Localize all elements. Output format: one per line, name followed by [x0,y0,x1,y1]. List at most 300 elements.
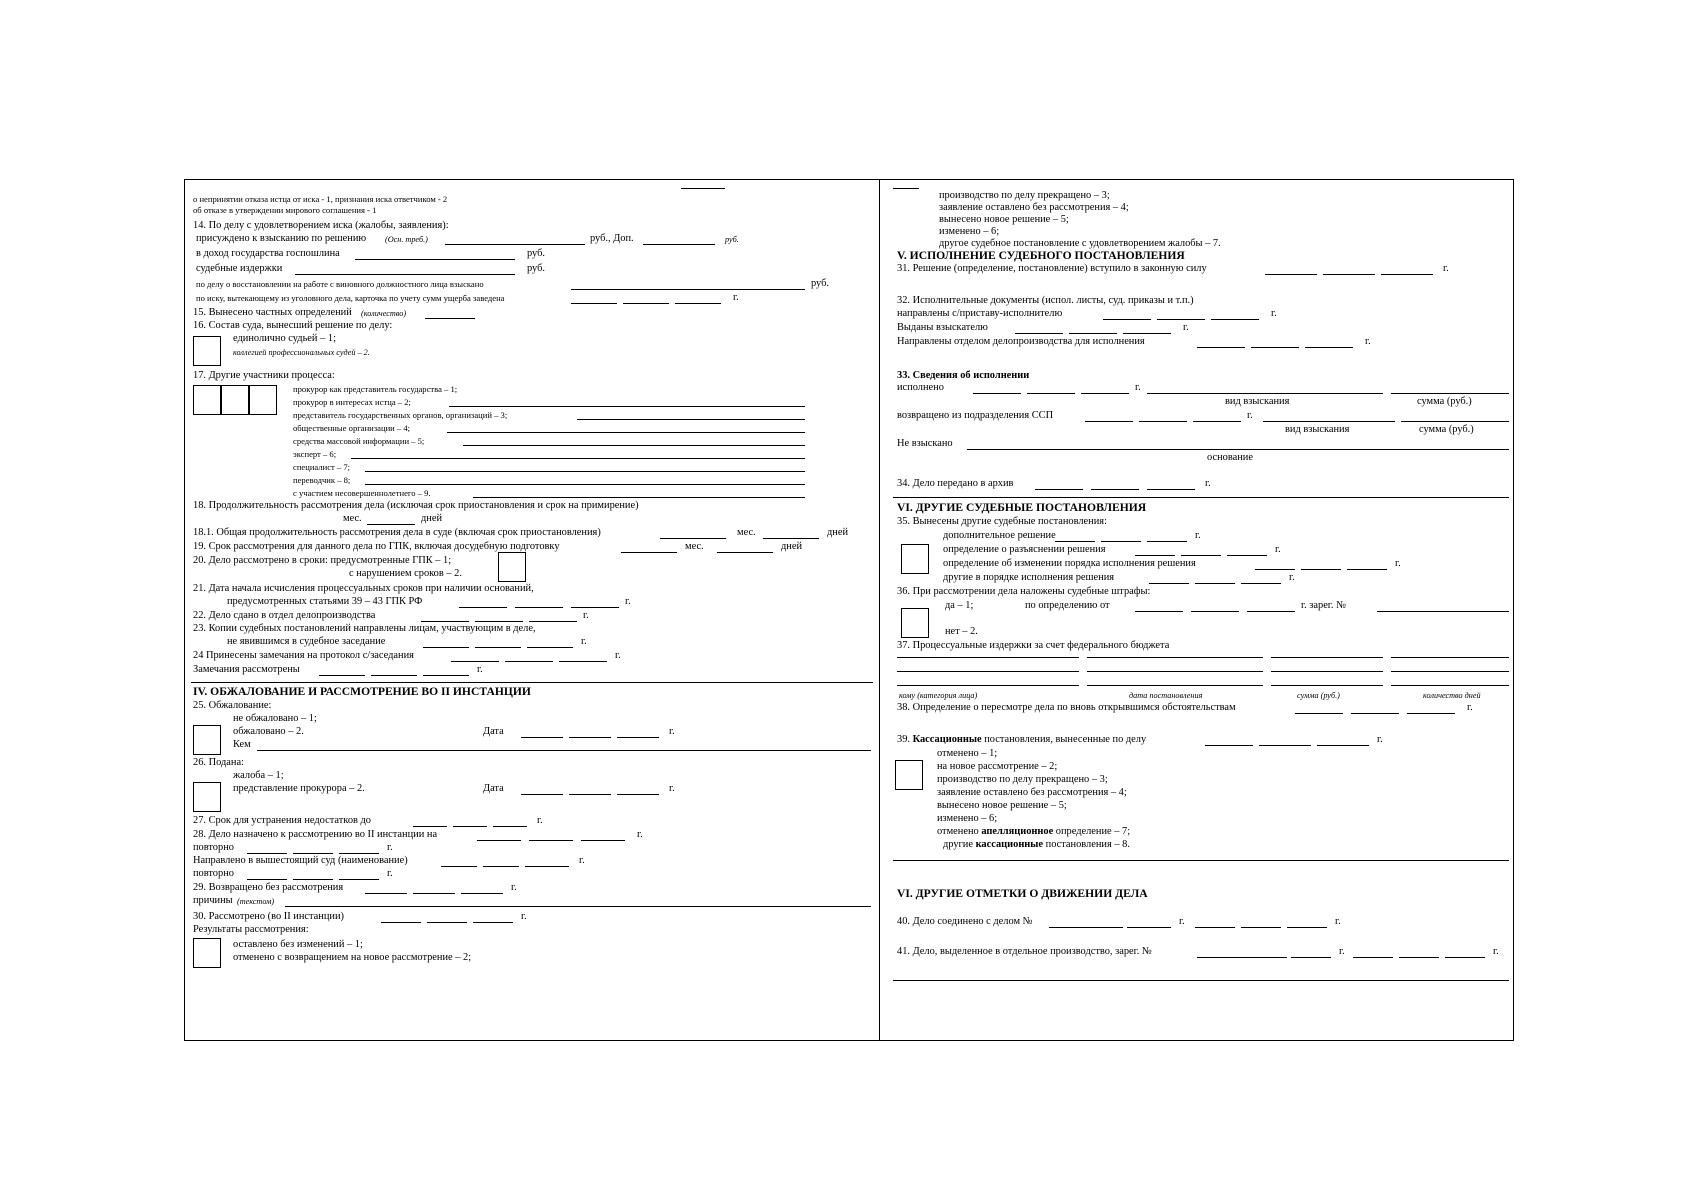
item-21: 21. Дата начала исчисления процессуальных сроков при наличии оснований, [193,583,534,594]
input-line[interactable] [1271,671,1383,672]
date-year-line[interactable] [559,661,607,662]
label: г. [615,650,621,661]
item-35: 35. Вынесены другие судебные постановления: [897,516,1107,527]
date-month-line[interactable] [529,840,573,841]
item-32: 32. Исполнительные документы (испол. листы, суд. приказы и т.п.) [897,295,1194,306]
label: г. [733,292,739,303]
label: сумма (руб.) [1419,424,1474,435]
date-month-line[interactable] [1259,745,1311,746]
item-28: 28. Дело назначено к рассмотрению во II инстанции на [193,829,438,840]
label: обжаловано – 2. [233,726,304,737]
label: г. [1289,572,1295,583]
label: исполнено [897,382,944,393]
label: оставлено без изменений – 1; [233,939,363,950]
label: г. [387,868,393,879]
label: направлены с/приставу-исполнителю [897,308,1063,319]
item-39: 39. Кассационные постановления, вынесенные по делу [897,734,1147,745]
date-year-line[interactable] [571,607,619,608]
input-line[interactable] [660,538,726,539]
label: Выданы взыскателю [897,322,988,333]
date-day-line[interactable] [1197,347,1245,348]
label: средства массовой информации – 5; [293,436,425,446]
label: отменено апелляционное определение – 7; [937,826,1131,837]
checkbox[interactable] [249,385,277,415]
date-day-line[interactable] [571,303,617,304]
item-30: 30. Рассмотрено (во II инстанции) [193,911,344,922]
input-line[interactable] [473,497,805,498]
label: отменено с возвращением на новое рассмотрение – 2; [233,952,472,963]
date-day-line[interactable] [1353,957,1393,958]
date-year-line[interactable] [339,853,379,854]
checkbox[interactable] [193,782,221,812]
item-26: 26. Подана: [193,757,244,768]
date-year-line[interactable] [1247,611,1295,612]
date-year-line[interactable] [423,675,469,676]
label: г. [1335,916,1341,927]
input-line[interactable] [643,244,715,245]
label: г. [387,842,393,853]
date-day-line[interactable] [1103,319,1151,320]
date-year-line[interactable] [1407,713,1455,714]
label: руб. [725,235,739,244]
date-year-line[interactable] [1317,745,1369,746]
input-line[interactable] [1391,685,1509,686]
text-line: о непринятии отказа истца от иска - 1, признания иска ответчиком - 2 [193,194,448,204]
label: мес. [737,527,756,538]
item-33: 33. Сведения об исполнении [897,370,1030,381]
checkbox[interactable] [193,336,221,366]
date-year-line[interactable] [527,647,573,648]
label: г. [1195,530,1201,541]
input-line[interactable] [763,538,819,539]
date-day-line[interactable] [1035,489,1083,490]
label: г. [1135,382,1141,393]
date-month-line[interactable] [1157,319,1205,320]
label: (количество) [361,309,407,318]
label: другие в порядке исполнения решения [943,572,1115,583]
label: г. [625,596,631,607]
input-line[interactable] [285,906,871,907]
item-23: 23. Копии судебных постановлений направлены лицам, участвующим в деле, [193,623,536,634]
label: повторно [193,868,234,879]
date-day-line[interactable] [441,866,477,867]
date-year-line[interactable] [1211,319,1259,320]
date-day-line[interactable] [1149,583,1189,584]
label: г. [1271,308,1277,319]
date-year-line[interactable] [1305,347,1353,348]
date-year-line[interactable] [1147,489,1195,490]
date-day-line[interactable] [381,922,421,923]
input-line[interactable] [1147,393,1383,394]
label: г. [1205,478,1211,489]
label: руб., Доп. [590,233,634,244]
input-line[interactable] [897,657,1079,658]
input-line[interactable] [1271,685,1383,686]
label: Дата [483,783,504,794]
label: да – 1; [945,600,974,611]
date-day-line[interactable] [1295,713,1343,714]
date-day-line[interactable] [1265,274,1317,275]
column-label: количество дней [1423,691,1481,700]
label: г. [581,636,587,647]
input-line[interactable] [425,318,475,319]
date-year-line[interactable] [339,879,379,880]
date-day-line[interactable] [319,675,365,676]
section-rule [191,682,873,683]
text-line: об отказе в утверждении мирового соглашения - 1 [193,205,377,215]
label: заявление оставлено без рассмотрения – 4; [939,202,1129,213]
date-day-line[interactable] [1255,569,1295,570]
label: изменено – 6; [937,813,998,824]
label: представление прокурора – 2. [233,783,365,794]
date-year-line[interactable] [1147,541,1187,542]
label: с нарушением сроков – 2. [349,568,462,579]
input-line[interactable] [1377,611,1509,612]
label: г. [1493,946,1499,957]
date-month-line[interactable] [427,922,467,923]
checkbox[interactable] [901,608,929,638]
date-year-line[interactable] [675,303,721,304]
date-day-line[interactable] [1135,611,1183,612]
input-line[interactable] [1263,421,1395,422]
label: дней [781,541,803,552]
label: прокурор как представитель государства – 1; [293,384,458,394]
column-label: кому (категория лица) [899,691,978,700]
input-line[interactable] [463,445,805,446]
label: не явившимся в судебное заседание [227,636,386,647]
label: вид взыскания [1225,396,1290,407]
section-title: V. ИСПОЛНЕНИЕ СУДЕБНОГО ПОСТАНОВЛЕНИЯ [897,249,1185,262]
date-year-line[interactable] [1241,583,1281,584]
section-rule [893,860,1509,861]
label: заявление оставлено без рассмотрения – 4; [937,787,1127,798]
checkbox[interactable] [193,725,221,755]
date-month-line[interactable] [1399,957,1439,958]
date-month-line[interactable] [1181,555,1221,556]
label: изменено – 6; [939,226,1000,237]
input-line[interactable] [1127,927,1171,928]
date-month-line[interactable] [1139,421,1187,422]
label: с участием несовершеннолетнего – 9. [293,488,431,498]
label: жалоба – 1; [233,770,284,781]
label: Направлены отделом делопроизводства для исполнения [897,336,1145,347]
input-line[interactable] [1087,657,1263,658]
item-38: 38. Определение о пересмотре дела по вновь открывшимся обстоятельствам [897,702,1236,713]
date-month-line[interactable] [1069,333,1117,334]
date-year-line[interactable] [1227,555,1267,556]
input-line[interactable] [445,244,585,245]
input-line[interactable] [367,524,415,525]
item-16: 16. Состав суда, вынесший решение по делу: [193,320,393,331]
label: г. [1179,916,1185,927]
input-line[interactable] [447,432,805,433]
item-19: 19. Срок рассмотрения для данного дела по ГПК, включая досудебную подготовку [193,541,560,552]
label: Замечания рассмотрены [193,664,300,675]
label: повторно [193,842,234,853]
page-divider [879,180,880,1040]
date-month-line[interactable] [1301,569,1341,570]
input-line[interactable] [365,484,805,485]
label: в доход государства госпошлина [196,248,340,259]
date-day-line[interactable] [413,826,447,827]
section-title: VI. ДРУГИЕ СУДЕБНЫЕ ПОСТАНОВЛЕНИЯ [897,501,1147,514]
item-37: 37. Процессуальные издержки за счет федерального бюджета [897,640,1170,651]
label: г. [521,911,527,922]
label: г. [583,610,589,621]
input-line[interactable] [621,552,677,553]
checkbox[interactable] [901,544,929,574]
date-day-line[interactable] [247,853,287,854]
date-month-line[interactable] [1251,347,1299,348]
input-line[interactable] [1049,927,1123,928]
label: Дата [483,726,504,737]
label: руб. [811,278,830,289]
item-36: 36. При рассмотрении дела наложены судебные штрафы: [897,586,1151,597]
section-title: VI. ДРУГИЕ ОТМЕТКИ О ДВИЖЕНИИ ДЕЛА [897,887,1148,900]
label: дней [827,527,849,538]
checkbox[interactable] [193,385,221,415]
label: руб. [527,263,546,274]
item-40: 40. Дело соединено с делом № [897,916,1033,927]
date-year-line[interactable] [461,893,503,894]
date-year-line[interactable] [1381,274,1433,275]
date-month-line[interactable] [453,826,487,827]
label: судебные издержки [196,263,283,274]
date-day-line[interactable] [247,879,287,880]
date-day-line[interactable] [423,647,469,648]
item-27: 27. Срок для устранения недостатков до [193,815,371,826]
date-year-line[interactable] [525,866,569,867]
date-year-line[interactable] [1081,393,1129,394]
label: производство по делу прекращено – 3; [939,190,1110,201]
label: основание [1207,452,1253,463]
date-day-line[interactable] [1085,421,1133,422]
label: сумма (руб.) [1417,396,1472,407]
label: мес. [343,513,362,524]
label: по определению от [1025,600,1110,611]
label: представитель государственных органов, организаций – 3; [293,410,508,420]
date-month-line[interactable] [1351,713,1399,714]
date-year-line[interactable] [1287,927,1327,928]
input-line[interactable] [1291,957,1331,958]
date-year-line[interactable] [1193,421,1241,422]
label: определение о разъяснении решения [943,544,1106,555]
date-month-line[interactable] [1091,489,1139,490]
input-line[interactable] [1391,657,1509,658]
date-day-line[interactable] [521,737,563,738]
label: по иску, вытекающему из уголовного дела, карточка по учету сумм ущерба заведена [196,293,505,303]
label: мес. [685,541,704,552]
label: по делу о восстановлении на работе с виновного должностного лица взыскано [196,279,484,289]
label: г. [579,855,585,866]
label: г. [537,815,543,826]
label: г. зарег. № [1301,600,1347,611]
date-day-line[interactable] [1015,333,1063,334]
item-14: 14. По делу с удовлетворением иска (жалобы, заявления): [193,220,449,231]
label: г. [669,726,675,737]
label: на новое рассмотрение – 2; [937,761,1058,772]
input-line[interactable] [257,750,871,751]
label: г. [1377,734,1383,745]
input-line[interactable] [1271,657,1383,658]
date-month-line[interactable] [413,893,455,894]
label: эксперт – 6; [293,449,337,459]
label: специалист – 7; [293,462,351,472]
label: (Осн. треб.) [385,235,428,244]
label: г. [1467,702,1473,713]
column-label: сумма (руб.) [1297,691,1340,700]
input-line[interactable] [1087,671,1263,672]
item-31: 31. Решение (определение, постановление) вступило в законную силу [897,263,1207,274]
date-day-line[interactable] [421,621,469,622]
label: общественные организации – 4; [293,423,411,433]
date-year-line[interactable] [493,826,527,827]
date-month-line[interactable] [623,303,669,304]
item-25: 25. Обжалование: [193,700,272,711]
item-22: 22. Дело сдано в отдел делопроизводства [193,610,376,621]
label: нет – 2. [945,626,978,637]
input-line[interactable] [1197,957,1287,958]
label: отменено – 1; [937,748,998,759]
item-24: 24 Принесены замечания на протокол с/заседания [193,650,414,661]
label: вид взыскания [1285,424,1350,435]
date-month-line[interactable] [1027,393,1075,394]
date-year-line[interactable] [617,794,659,795]
date-month-line[interactable] [569,737,611,738]
input-line[interactable] [1391,671,1509,672]
section-title: IV. ОБЖАЛОВАНИЕ И РАССМОТРЕНИЕ ВО II ИНСТАНЦИИ [193,685,531,698]
label: присуждено к взысканию по решению [196,233,367,244]
label: другие кассационные постановления – 8. [943,839,1130,850]
date-month-line[interactable] [475,647,521,648]
label: г. [511,882,517,893]
input-line[interactable] [897,685,1079,686]
label: Кем [233,739,251,750]
checkbox[interactable] [895,760,923,790]
label: возвращено из подразделения ССП [897,410,1054,421]
date-month-line[interactable] [293,879,333,880]
date-month-line[interactable] [1323,274,1375,275]
label: Направлено в вышестоящий суд (наименование) [193,855,408,866]
date-day-line[interactable] [477,840,521,841]
label: другое судебное постановление с удовлетворением жалобы – 7. [939,238,1221,249]
label: переводчик – 8; [293,475,351,485]
date-year-line[interactable] [473,922,513,923]
date-month-line[interactable] [293,853,333,854]
input-line[interactable] [449,406,805,407]
column-label: дата постановления [1129,691,1203,700]
input-line[interactable] [295,274,515,275]
item-18-1: 18.1. Общая продолжительность рассмотрения дела в суде (включая срок приостановления) [193,527,601,538]
label: г. [1339,946,1345,957]
item-20: 20. Дело рассмотрено в сроки: предусмотренные ГПК – 1; [193,555,452,566]
label: г. [669,783,675,794]
label: дополнительное решение [943,530,1056,541]
label: причины [193,895,233,906]
date-year-line[interactable] [1445,957,1485,958]
item-15: 15. Вынесено частных определений [193,307,352,318]
date-year-line[interactable] [581,840,625,841]
section-rule [893,980,1509,981]
item-29: 29. Возвращено без рассмотрения [193,882,344,893]
date-year-line[interactable] [1123,333,1171,334]
date-day-line[interactable] [1205,745,1253,746]
label: г. [1183,322,1189,333]
date-day-line[interactable] [1135,555,1175,556]
date-year-line[interactable] [529,621,577,622]
checkbox[interactable] [193,938,221,968]
label: руб. [527,248,546,259]
date-month-line[interactable] [371,675,417,676]
date-year-line[interactable] [1347,569,1387,570]
input-line[interactable] [351,458,805,459]
label: предусмотренных статьями 39 – 43 ГПК РФ [227,596,423,607]
date-day-line[interactable] [1195,927,1235,928]
item-17: 17. Другие участники процесса: [193,370,335,381]
input-line[interactable] [355,259,515,260]
date-day-line[interactable] [973,393,1021,394]
input-line[interactable] [577,419,805,420]
label: дней [421,513,443,524]
label: г. [1247,410,1253,421]
label: г. [1275,544,1281,555]
label: производство по делу прекращено – 3; [937,774,1108,785]
date-month-line[interactable] [1191,611,1239,612]
date-day-line[interactable] [365,893,407,894]
date-month-line[interactable] [483,866,519,867]
date-day-line[interactable] [1055,541,1095,542]
input-line[interactable] [1087,685,1263,686]
label: (текстом) [237,897,275,906]
label: определение об изменении порядка исполнения решения [943,558,1196,569]
input-line[interactable] [1401,421,1509,422]
label: г. [637,829,643,840]
date-month-line[interactable] [1195,583,1235,584]
date-month-line[interactable] [1101,541,1141,542]
label: коллегией профессиональных судей – 2. [233,348,370,357]
label: г. [477,664,483,675]
label: не обжаловано – 1; [233,713,317,724]
item-18: 18. Продолжительность рассмотрения дела (исключая срок приостановления и срок на примирение) [193,500,639,511]
input-line[interactable] [1391,393,1509,394]
date-month-line[interactable] [505,661,553,662]
input-line[interactable] [571,289,805,290]
date-month-line[interactable] [569,794,611,795]
checkbox[interactable] [498,552,526,582]
input-line[interactable] [717,552,773,553]
date-month-line[interactable] [515,607,563,608]
checkbox[interactable] [221,385,249,415]
date-day-line[interactable] [459,607,507,608]
label: г. [1365,336,1371,347]
date-month-line[interactable] [1241,927,1281,928]
label: г. [1443,263,1449,274]
section-rule [893,497,1509,498]
date-year-line[interactable] [617,737,659,738]
label: г. [1395,558,1401,569]
label: прокурор в интересах истца – 2; [293,397,411,407]
input-line[interactable] [967,449,1509,450]
label: Результаты рассмотрения: [193,924,309,935]
input-line[interactable] [365,471,805,472]
date-month-line[interactable] [475,621,523,622]
label: единолично судьей – 1; [233,333,336,344]
date-day-line[interactable] [521,794,563,795]
date-day-line[interactable] [451,661,499,662]
input-line[interactable] [897,671,1079,672]
label: вынесено новое решение – 5; [937,800,1067,811]
item-34: 34. Дело передано в архив [897,478,1014,489]
